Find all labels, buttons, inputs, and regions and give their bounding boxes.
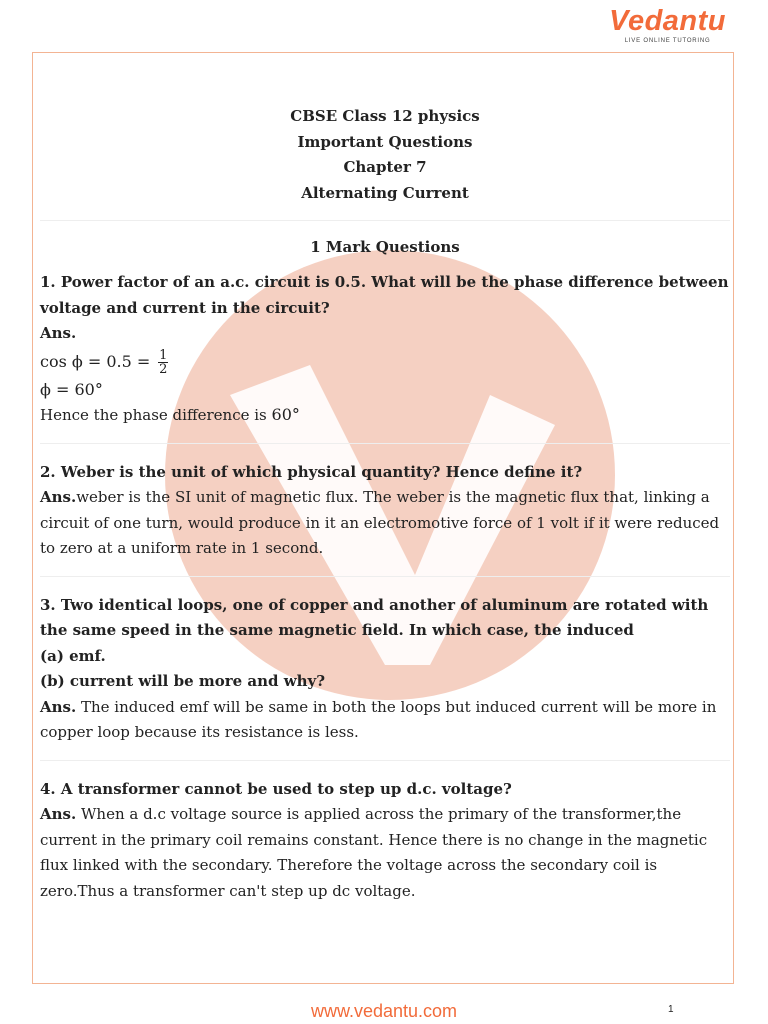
vedantu-logo <box>609 6 726 44</box>
title-line-1: CBSE Class 12 physics <box>290 107 480 125</box>
document-body <box>40 104 730 904</box>
fraction-numerator: 1 <box>159 348 168 363</box>
question-1-block <box>40 270 730 429</box>
fraction <box>158 349 168 376</box>
footer-website-link[interactable]: www.vedantu.com <box>310 1001 458 1021</box>
answer-2-text: weber is the SI unit of magnetic flux. The weber is the magnetic flux that, linking a circuit of one turn, would produce in it an electromotive force of 1 volt if it were reduced to zero at a uniform rate in 1 second. <box>40 488 720 557</box>
question-2-block <box>40 460 730 562</box>
answer-4 <box>40 802 730 904</box>
equation-2: ϕ = 60° <box>40 379 103 399</box>
fraction-denominator: 2 <box>159 362 168 377</box>
answer-1-conclusion <box>40 402 730 429</box>
answer-label: Ans. <box>40 324 77 342</box>
logo-wordmark: Vedantu <box>609 5 726 37</box>
answer-label: Ans. <box>40 488 77 506</box>
section-heading: 1 Mark Questions <box>310 238 460 256</box>
divider <box>40 576 730 577</box>
title-line-3: Chapter 7 <box>343 158 427 176</box>
divider <box>40 760 730 761</box>
answer-label: Ans. <box>40 697 77 716</box>
question-3-text: 3. Two identical loops, one of copper and another of aluminum are rotated with the same speed in the same magnetic field. In which case, the induced <box>40 595 709 639</box>
page-number: 1 <box>668 1004 674 1015</box>
document-title <box>40 104 730 206</box>
question-3-part-b: (b) current will be more and why? <box>40 672 326 690</box>
answer-4-text: When a d.c voltage source is applied across the primary of the transformer,the current in the primary coil remains constant. Hence there is no change in the magnetic flux linked with the secondary. Therefore the voltage across the secondary coil is zero.Thus a transformer can't step up dc voltage. <box>40 805 708 900</box>
logo-tagline: LIVE ONLINE TUTORING <box>624 38 711 44</box>
title-line-4: Alternating Current <box>301 183 469 202</box>
question-1-text: 1. Power factor of an a.c. circuit is 0.5. What will be the phase difference between voltage and current in the circuit? <box>40 273 729 317</box>
answer-3-text: The induced emf will be same in both the loops but induced current will be more in copper loop because its resistance is less. <box>40 697 717 741</box>
question-3-part-a: (a) emf. <box>40 646 106 665</box>
equation-1-lhs: cos ϕ = 0.5 = <box>40 351 151 371</box>
conclusion-text: Hence the phase difference is <box>40 406 267 424</box>
divider <box>40 220 730 221</box>
answer-2 <box>40 485 730 562</box>
divider <box>40 443 730 444</box>
equation-1 <box>40 347 730 377</box>
question-2-text: 2. Weber is the unit of which physical quantity? Hence define it? <box>40 462 583 481</box>
question-4-text: 4. A transformer cannot be used to step up d.c. voltage? <box>40 779 512 798</box>
title-line-2: Important Questions <box>297 132 473 151</box>
answer-3 <box>40 695 730 746</box>
answer-label: Ans. <box>40 805 77 823</box>
conclusion-value: 60° <box>271 405 300 424</box>
question-4-block <box>40 777 730 905</box>
question-3-block <box>40 593 730 746</box>
